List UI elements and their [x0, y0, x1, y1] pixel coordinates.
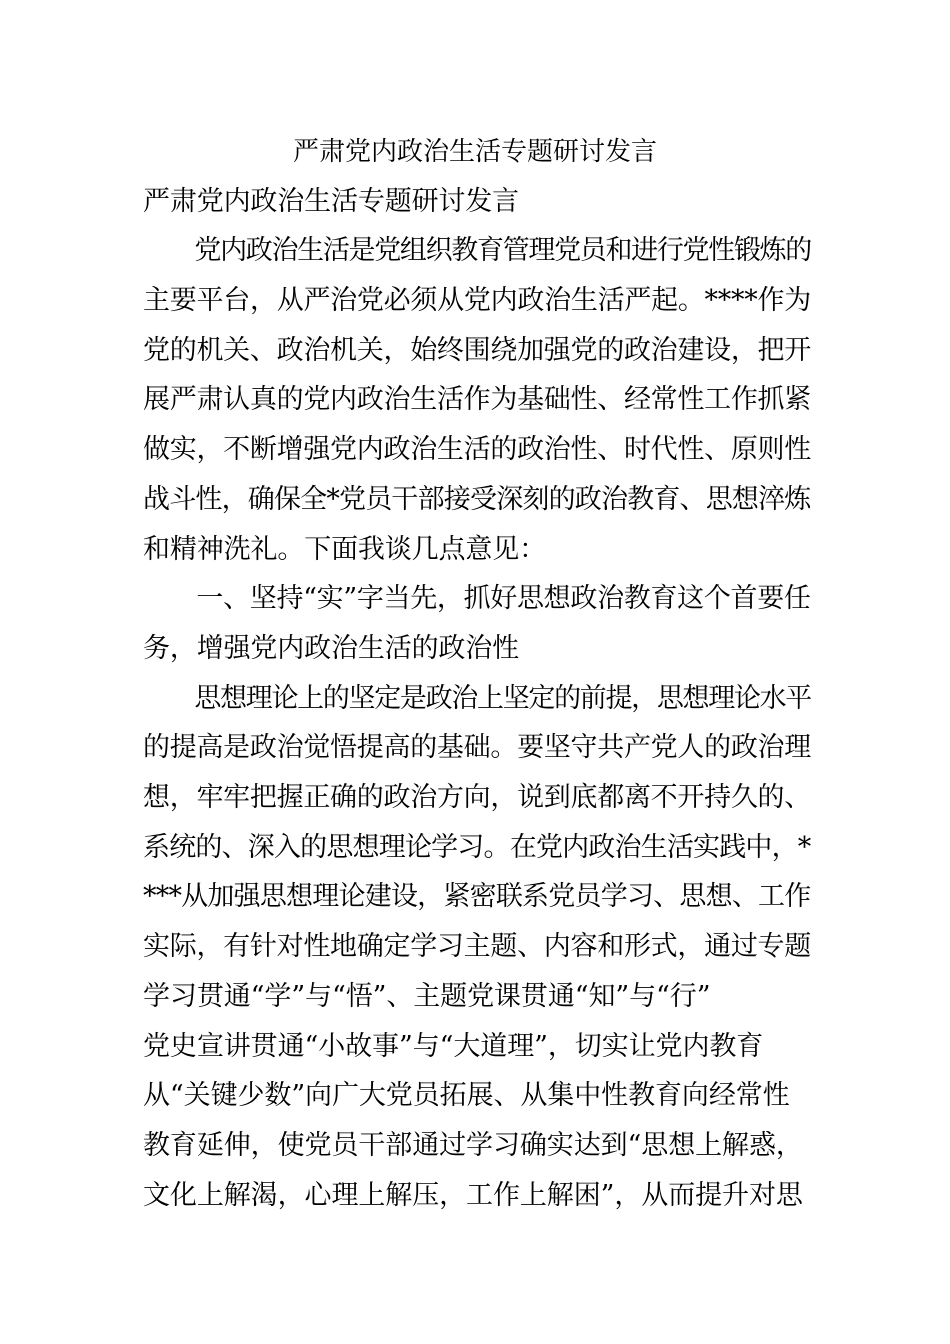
body-line: 战斗性，确保全*党员干部接受深刻的政治教育、思想淬炼	[143, 484, 811, 515]
body-line: 严肃党内政治生活专题研讨发言	[143, 186, 519, 217]
body-line: 系统的、深入的思想理论学习。在党内政治生活实践中，*	[143, 832, 811, 863]
body-line: ***从加强思想理论建设，紧密联系党员学习、思想、工作	[143, 881, 811, 912]
body-line: 党的机关、政治机关，始终围绕加强党的政治建设，把开	[143, 335, 811, 366]
body-line: 教育延伸，使党员干部通过学习确实达到“思想上解惑，	[143, 1130, 803, 1161]
body-line: 学习贯通“学”与“悟”、主题党课贯通“知”与“行”	[143, 981, 711, 1012]
body-line: 想，牢牢把握正确的政治方向，说到底都离不开持久的、	[143, 782, 811, 813]
body-line: 文化上解渴，心理上解压，工作上解困”，从而提升对思	[143, 1180, 803, 1211]
body-line: 实际，有针对性地确定学习主题、内容和形式，通过专题	[143, 931, 811, 962]
body-line: 和精神洗礼。下面我谈几点意见：	[143, 534, 546, 565]
body-line: 党史宣讲贯通“小故事”与“大道理”，切实让党内教育	[143, 1031, 764, 1062]
body-line: 一、坚持“实”字当先，抓好思想政治教育这个首要任	[143, 583, 811, 614]
body-line: 思想理论上的坚定是政治上坚定的前提，思想理论水平	[143, 683, 811, 714]
body-line: 主要平台，从严治党必须从党内政治生活严起。****作为	[143, 285, 811, 316]
body-line: 做实，不断增强党内政治生活的政治性、时代性、原则性	[143, 434, 811, 465]
body-line: 的提高是政治觉悟提高的基础。要坚守共产党人的政治理	[143, 732, 811, 763]
body-line: 党内政治生活是党组织教育管理党员和进行党性锻炼的	[143, 235, 811, 266]
body-line: 务，增强党内政治生活的政治性	[143, 633, 519, 664]
body-line: 从“关键少数”向广大党员拓展、从集中性教育向经常性	[143, 1080, 790, 1111]
document-title: 严肃党内政治生活专题研讨发言	[292, 137, 657, 167]
body-line: 展严肃认真的党内政治生活作为基础性、经常性工作抓紧	[143, 384, 811, 415]
